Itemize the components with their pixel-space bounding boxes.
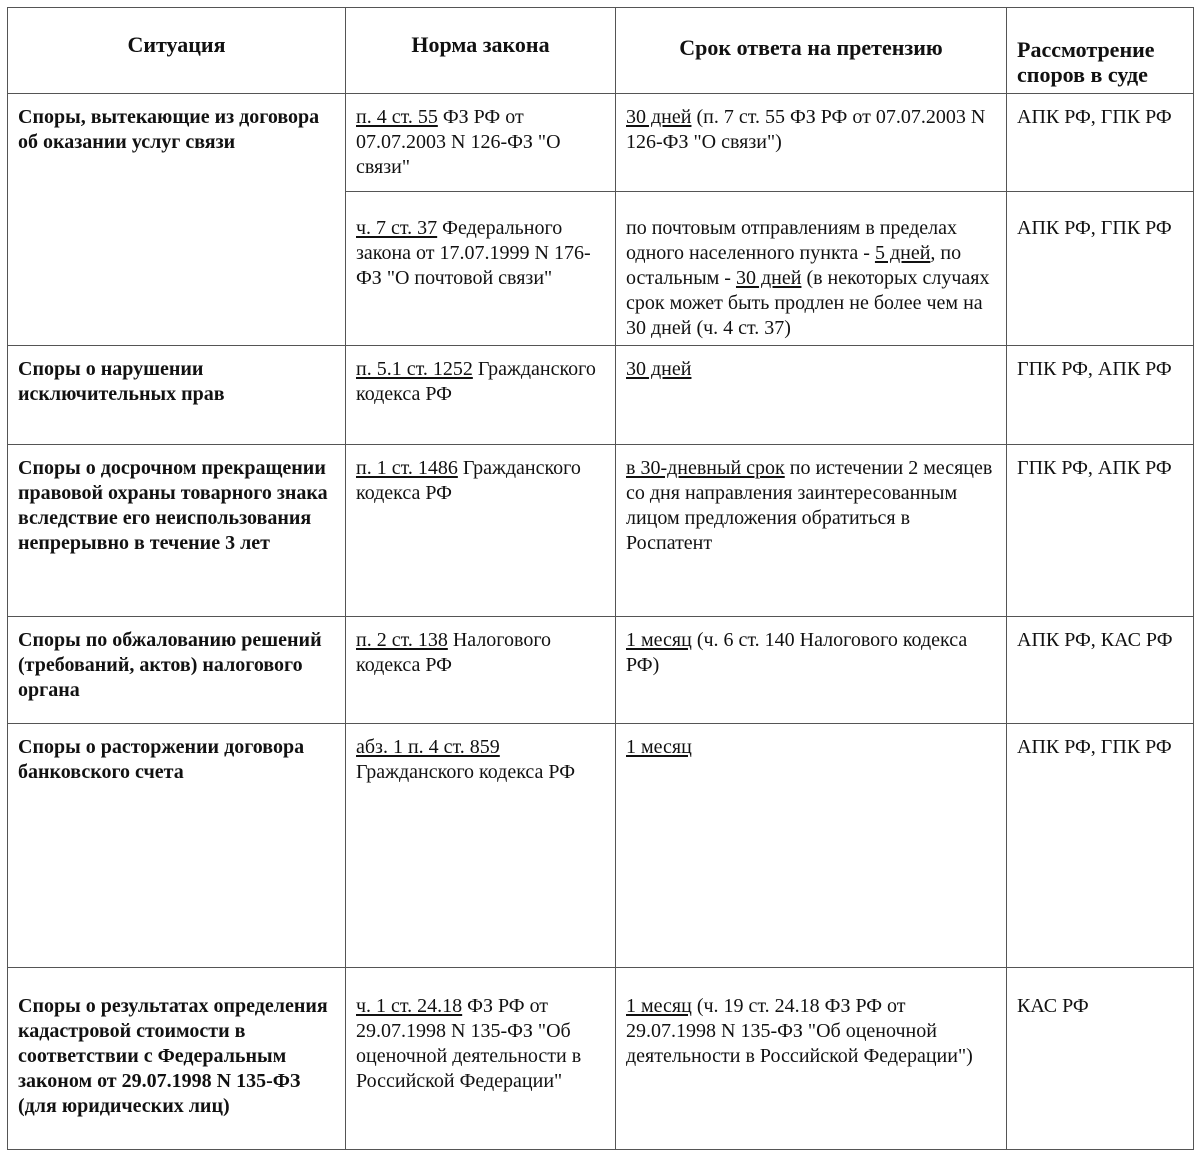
table-row (8, 445, 1194, 617)
law-link[interactable]: ч. 1 ст. 24.18 (356, 995, 463, 1017)
law-link[interactable]: 30 дней (626, 106, 692, 128)
norm-cell: п. 5.1 ст. 1252 Гражданского кодекса РФ (346, 346, 616, 445)
law-link[interactable]: 5 дней (874, 242, 931, 264)
term-cell: в 30-дневный срок по истечении 2 месяцев со дня направления заинтересованным лицом предложения обратиться в Роспатент (616, 445, 1007, 617)
court-cell: АПК РФ, ГПК РФ (1007, 94, 1194, 192)
law-link[interactable]: 1 месяц (626, 995, 692, 1017)
term-cell (616, 724, 1007, 968)
header-term: Срок ответа на претензию (616, 8, 1007, 94)
norm-cell: п. 1 ст. 1486 Гражданского кодекса РФ (346, 445, 616, 617)
header-situation: Ситуация (8, 8, 346, 94)
header-row (8, 8, 1194, 94)
situation-cell: Споры о результатах определения кадастровой стоимости в соответствии с Федеральным законом от 29.07.1998 N 135-ФЗ (для юридических лиц) (8, 968, 346, 1150)
table-row (8, 617, 1194, 724)
table-row (8, 94, 1194, 192)
norm-cell: ч. 1 ст. 24.18 ФЗ РФ от 29.07.1998 N 135-ФЗ "Об оценочной деятельности в Российской Федерации" (346, 968, 616, 1150)
court-cell: КАС РФ (1007, 968, 1194, 1150)
situation-cell: Споры о нарушении исключительных прав (8, 346, 346, 445)
term-cell: 30 дней (п. 7 ст. 55 ФЗ РФ от 07.07.2003 N 126-ФЗ "О связи") (616, 94, 1007, 192)
situation-cell: Споры о расторжении договора банковского счета (8, 724, 346, 968)
norm-cell: абз. 1 п. 4 ст. 859 Гражданского кодекса РФ (346, 724, 616, 968)
table-row (8, 968, 1194, 1150)
situation-cell: Споры по обжалованию решений (требований, актов) налогового органа (8, 617, 346, 724)
table-row (8, 346, 1194, 445)
term-cell: по почтовым отправлениям в пределах одного населенного пункта - 5 дней, по остальным - 30 дней (в некоторых случаях срок может быть продлен не более чем на 30 дней (ч. 4 ст. 37) (616, 192, 1007, 346)
law-link[interactable]: п. 4 ст. 55 (356, 106, 438, 128)
court-cell: ГПК РФ, АПК РФ (1007, 346, 1194, 445)
court-cell: АПК РФ, ГПК РФ (1007, 724, 1194, 968)
law-link[interactable]: 1 месяц (626, 629, 692, 651)
norm-cell: п. 2 ст. 138 Налогового кодекса РФ (346, 617, 616, 724)
table-row (8, 724, 1194, 968)
disputes-table (7, 7, 1194, 1150)
header-court: Рассмотрение споров в суде (1007, 8, 1194, 94)
law-link[interactable]: в 30-дневный срок (626, 457, 785, 479)
law-link[interactable]: п. 1 ст. 1486 (356, 457, 458, 479)
norm-cell: п. 4 ст. 55 ФЗ РФ от 07.07.2003 N 126-ФЗ "О связи" (346, 94, 616, 192)
court-cell: АПК РФ, КАС РФ (1007, 617, 1194, 724)
header-norm: Норма закона (346, 8, 616, 94)
law-link[interactable]: 30 дней (626, 358, 692, 380)
term-cell (616, 346, 1007, 445)
court-cell: ГПК РФ, АПК РФ (1007, 445, 1194, 617)
law-link[interactable]: абз. 1 п. 4 ст. 859 (356, 736, 500, 758)
law-link[interactable]: 1 месяц (626, 736, 692, 758)
term-cell: 1 месяц (ч. 19 ст. 24.18 ФЗ РФ от 29.07.1998 N 135-ФЗ "Об оценочной деятельности в Российской Федерации") (616, 968, 1007, 1150)
situation-cell: Споры о досрочном прекращении правовой охраны товарного знака вследствие его неиспользования непрерывно в течение 3 лет (8, 445, 346, 617)
law-link[interactable]: п. 2 ст. 138 (356, 629, 448, 651)
law-link[interactable]: ч. 7 ст. 37 (356, 217, 438, 239)
norm-cell: ч. 7 ст. 37 Федерального закона от 17.07.1999 N 176-ФЗ "О почтовой связи" (346, 192, 616, 346)
law-link[interactable]: 30 дней (735, 267, 802, 289)
term-cell: 1 месяц (ч. 6 ст. 140 Налогового кодекса РФ) (616, 617, 1007, 724)
law-link[interactable]: п. 5.1 ст. 1252 (356, 358, 473, 380)
situation-cell: Споры, вытекающие из договора об оказании услуг связи (8, 94, 346, 346)
court-cell: АПК РФ, ГПК РФ (1007, 192, 1194, 346)
